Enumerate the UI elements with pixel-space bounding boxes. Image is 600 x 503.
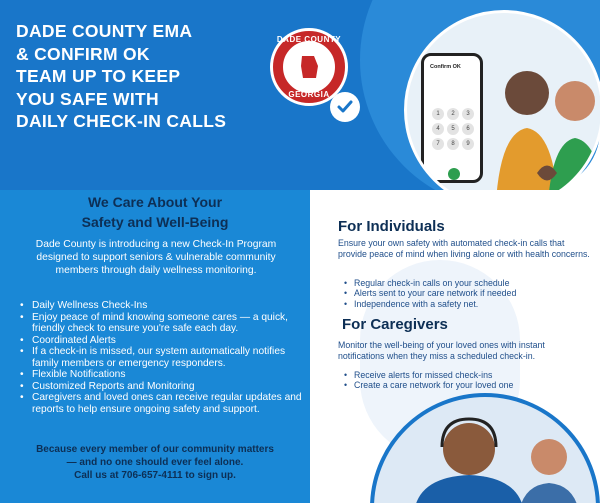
call-button-icon [448, 168, 460, 180]
checkmark-badge-icon [330, 92, 360, 122]
seal-bottom-text: GEORGIA [288, 90, 330, 99]
caregivers-list [344, 370, 594, 391]
left-panel-title [0, 192, 310, 232]
closing-line: — and no one should ever feel alone. [66, 457, 244, 468]
seal-emblem [281, 39, 337, 95]
caregivers-text: Monitor the well-being of your loved ones with instant notifications when they miss a scheduled check-in. [338, 340, 545, 361]
headline-line: YOU SAFE WITH [16, 88, 159, 109]
list-item: • Customized Reports and Monitoring [20, 381, 302, 393]
list-item: • Enjoy peace of mind knowing someone cares — a quick, friendly check to ensure you're safe each day. [20, 312, 302, 335]
list-item: • Coordinated Alerts [20, 335, 302, 347]
left-info-panel [0, 190, 310, 503]
individuals-list [344, 278, 594, 309]
individuals-text: Ensure your own safety with automated check-in calls that provide peace of mind when living alone or with health concerns. [338, 238, 590, 259]
seniors-phone-illustration [404, 10, 600, 210]
list-item: • If a check-in is missed, our system automatically notifies family members or emergency responders. [20, 346, 302, 369]
headline-line: DADE COUNTY EMA [16, 21, 193, 41]
georgia-map-icon [294, 52, 324, 82]
list-item: • Caregivers and loved ones can receive regular updates and reports to help ensure ongoing safety and support. [20, 392, 302, 415]
list-item: • Create a care network for your loved one [344, 380, 594, 390]
phone-keypad: 1 2 3 4 5 6 7 8 9 [432, 108, 476, 150]
caregivers-heading: For Caregivers [342, 316, 448, 333]
title-line: Safety and Well-Being [81, 214, 229, 230]
list-item: • Daily Wellness Check-Ins [20, 300, 302, 312]
phone-icon [421, 53, 483, 183]
list-item: • Receive alerts for missed check-ins [344, 370, 594, 380]
headline-line: DAILY CHECK-IN CALLS [16, 111, 227, 131]
feature-list [20, 300, 302, 415]
seal-top-text: DADE COUNTY [276, 35, 342, 44]
closing-line: Because every member of our community matters [36, 444, 274, 455]
elderly-couple-illustration [487, 53, 600, 210]
closing-message [14, 443, 296, 482]
headline-line: TEAM UP TO KEEP [16, 66, 181, 86]
headline-line: & CONFIRM OK [16, 43, 150, 64]
title-line: We Care About Your [87, 194, 223, 210]
headline [16, 20, 286, 133]
individuals-heading: For Individuals [338, 218, 445, 235]
list-item: • Alerts sent to your care network if needed [344, 288, 594, 298]
program-intro: Dade County is introducing a new Check-In Program designed to support seniors & vulnerable community members through daily wellness monitoring. [35, 239, 277, 276]
phone-app-title: Confirm OK [430, 64, 461, 70]
call-to-action: Call us at 706-657-4111 to sign up. [74, 470, 236, 481]
list-item: • Independence with a safety net. [344, 299, 594, 309]
list-item: • Regular check-in calls on your schedule [344, 278, 594, 288]
list-item: • Flexible Notifications [20, 369, 302, 381]
